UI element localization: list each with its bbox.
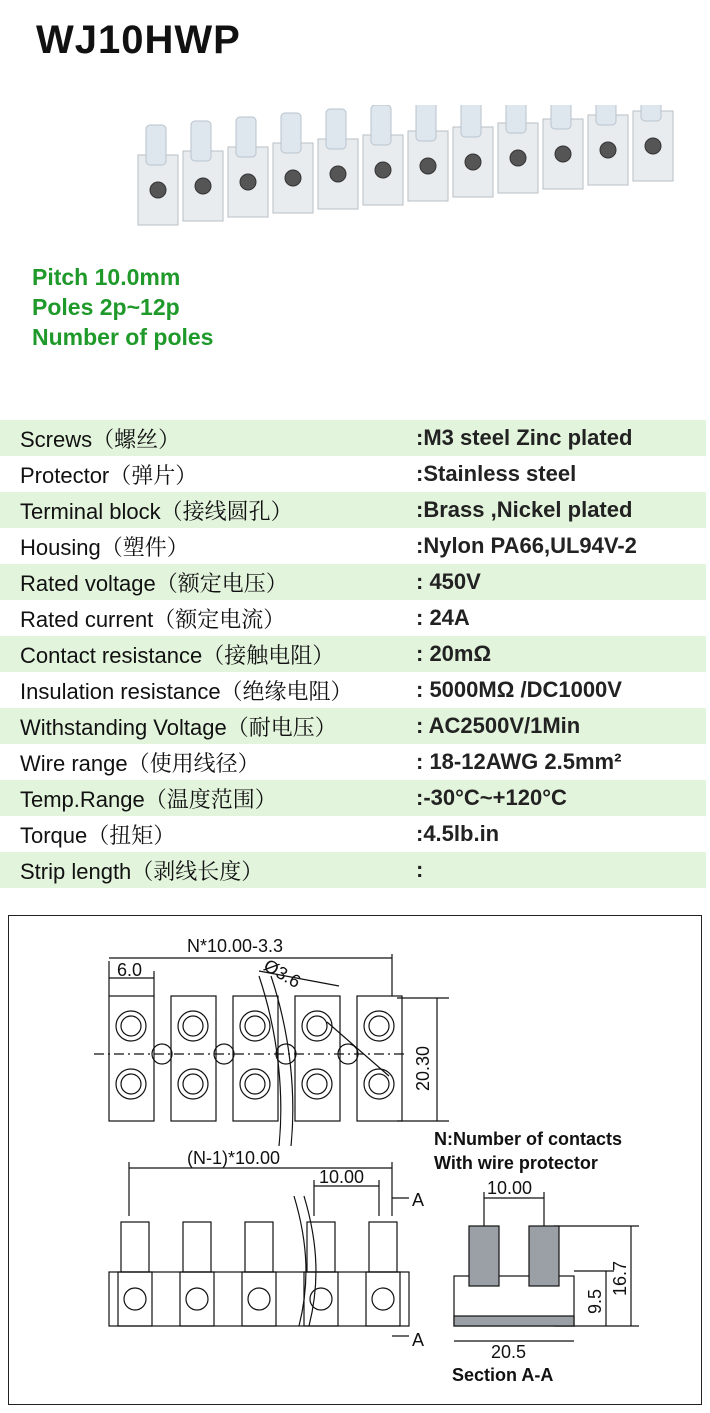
terminal-screw (195, 178, 211, 194)
spec-value: : AC2500V/1Min (416, 713, 581, 738)
dim-pitch-label: 10.00 (319, 1167, 365, 1187)
terminal-protector (191, 121, 211, 161)
spec-row (0, 780, 706, 816)
top-view-pole (233, 996, 278, 1121)
spec-label: Housing（塑件） (20, 534, 189, 560)
terminal-protector (146, 125, 166, 165)
spec-row (0, 852, 706, 888)
section-wall-left (469, 1226, 499, 1286)
spec-label: Rated voltage（额定电压） (20, 570, 288, 596)
spec-value: :Nylon PA66,UL94V-2 (416, 533, 637, 558)
section-h2-label: 16.7 (610, 1260, 630, 1296)
spec-row (0, 528, 706, 564)
terminal-protector (416, 105, 436, 141)
terminal-screw (420, 158, 436, 174)
terminal-protector (371, 105, 391, 145)
spec-row (0, 636, 706, 672)
spec-row (0, 492, 706, 528)
spec-label: Terminal block（接线圆孔） (20, 498, 293, 524)
spec-row (0, 744, 706, 780)
spec-label: Temp.Range（温度范围） (20, 786, 277, 812)
terminal-protector (461, 105, 481, 137)
dim-total-label: N*10.00-3.3 (187, 936, 284, 956)
terminal-screw (240, 174, 256, 190)
spec-value: :-30°C~+120°C (416, 785, 567, 810)
front-view-screw (124, 1288, 146, 1310)
top-view-screw-inner (121, 1016, 141, 1036)
dim-height-label: 20.30 (413, 1045, 433, 1091)
front-view-screw (372, 1288, 394, 1310)
top-view-screw-inner (369, 1016, 389, 1036)
technical-drawing (8, 915, 702, 1405)
spec-value: : (416, 857, 424, 882)
front-view-screw (248, 1288, 270, 1310)
section-marker-bottom: A (412, 1330, 425, 1350)
spec-value: : 20mΩ (416, 641, 492, 666)
spec-value: : 18-12AWG 2.5mm² (416, 749, 622, 774)
top-view-screw-inner (121, 1074, 141, 1094)
dim-hole-label: Ø3.6 (260, 955, 305, 992)
poles-text: Poles 2p~12p (32, 294, 180, 320)
number-of-poles-text: Number of poles (32, 324, 214, 350)
section-marker-top: A (412, 1190, 425, 1210)
terminal-protector (326, 109, 346, 149)
summary-block (32, 262, 213, 352)
section-h1-label: 9.5 (585, 1288, 605, 1314)
front-view-protector (121, 1222, 149, 1272)
dim-edge-label: 6.0 (117, 960, 143, 980)
terminal-protector (281, 113, 301, 153)
front-view-protector (183, 1222, 211, 1272)
spec-row (0, 564, 706, 600)
spec-label: Rated current（额定电流） (20, 606, 286, 632)
terminal-screw (285, 170, 301, 186)
spec-label: Protector（弹片） (20, 462, 198, 488)
terminal-protector (596, 105, 616, 125)
top-view-screw-inner (245, 1074, 265, 1094)
spec-label: Insulation resistance（绝缘电阻） (20, 678, 353, 704)
top-view-pole (295, 996, 340, 1121)
terminal-screw (465, 154, 481, 170)
spec-row (0, 456, 706, 492)
spec-row (0, 816, 706, 852)
spec-label: Strip length（剥线长度） (20, 858, 264, 884)
section-base (454, 1316, 574, 1326)
front-view-window (304, 1272, 338, 1326)
spec-row (0, 420, 706, 456)
top-view-screw-inner (307, 1016, 327, 1036)
section-width-label: 20.5 (491, 1342, 527, 1362)
top-view-pole (109, 996, 154, 1121)
section-pitch-label: 10.00 (487, 1178, 533, 1198)
pitch-text: Pitch 10.0mm (32, 264, 181, 290)
terminal-screw (555, 146, 571, 162)
terminal-screw (510, 150, 526, 166)
terminal-protector (641, 105, 661, 121)
spec-table (0, 420, 706, 888)
spec-row (0, 600, 706, 636)
terminal-screw (150, 182, 166, 198)
front-view-screw (186, 1288, 208, 1310)
product-title: WJ10HWP (36, 18, 241, 62)
top-view-pole (357, 996, 402, 1121)
top-view-screw-inner (245, 1016, 265, 1036)
spec-row (0, 672, 706, 708)
section-title: Section A-A (452, 1365, 554, 1385)
top-view-screw-inner (369, 1074, 389, 1094)
front-view-window (366, 1272, 400, 1326)
front-view-protector (307, 1222, 335, 1272)
terminal-screw (645, 138, 661, 154)
terminal-screw (375, 162, 391, 178)
spec-label: Screws（螺丝） (20, 426, 181, 452)
front-view-protector (369, 1222, 397, 1272)
terminal-protector (551, 105, 571, 129)
top-view-screw-inner (183, 1074, 203, 1094)
spec-value: : 450V (416, 569, 481, 594)
spec-label: Contact resistance（接触电阻） (20, 642, 335, 668)
front-view-window (180, 1272, 214, 1326)
top-view-screw-inner (307, 1074, 327, 1094)
spec-value: :Brass ,Nickel plated (416, 497, 633, 522)
top-view-screw-inner (183, 1016, 203, 1036)
spec-value: :4.5lb.in (416, 821, 500, 846)
spec-label: Withstanding Voltage（耐电压） (20, 714, 337, 740)
terminal-screw (600, 142, 616, 158)
front-view-window (242, 1272, 276, 1326)
section-wall-right (529, 1226, 559, 1286)
note-line-2: With wire protector (434, 1153, 598, 1173)
front-view-window (118, 1272, 152, 1326)
spec-value: :M3 steel Zinc plated (416, 425, 633, 450)
product-photo (130, 105, 700, 255)
spec-row (0, 708, 706, 744)
dim-span-label: (N-1)*10.00 (187, 1148, 281, 1168)
spec-label: Torque（扭矩） (20, 822, 176, 848)
spec-value: :Stainless steel (416, 461, 577, 486)
spec-value: : 5000MΩ /DC1000V (416, 677, 622, 702)
top-view-pole (171, 996, 216, 1121)
note-line-1: N:Number of contacts (434, 1129, 623, 1149)
spec-label: Wire range（使用线径） (20, 750, 260, 776)
terminal-protector (236, 117, 256, 157)
front-view-protector (245, 1222, 273, 1272)
front-view-body (109, 1272, 409, 1326)
terminal-screw (330, 166, 346, 182)
spec-value: : 24A (416, 605, 470, 630)
terminal-protector (506, 105, 526, 133)
